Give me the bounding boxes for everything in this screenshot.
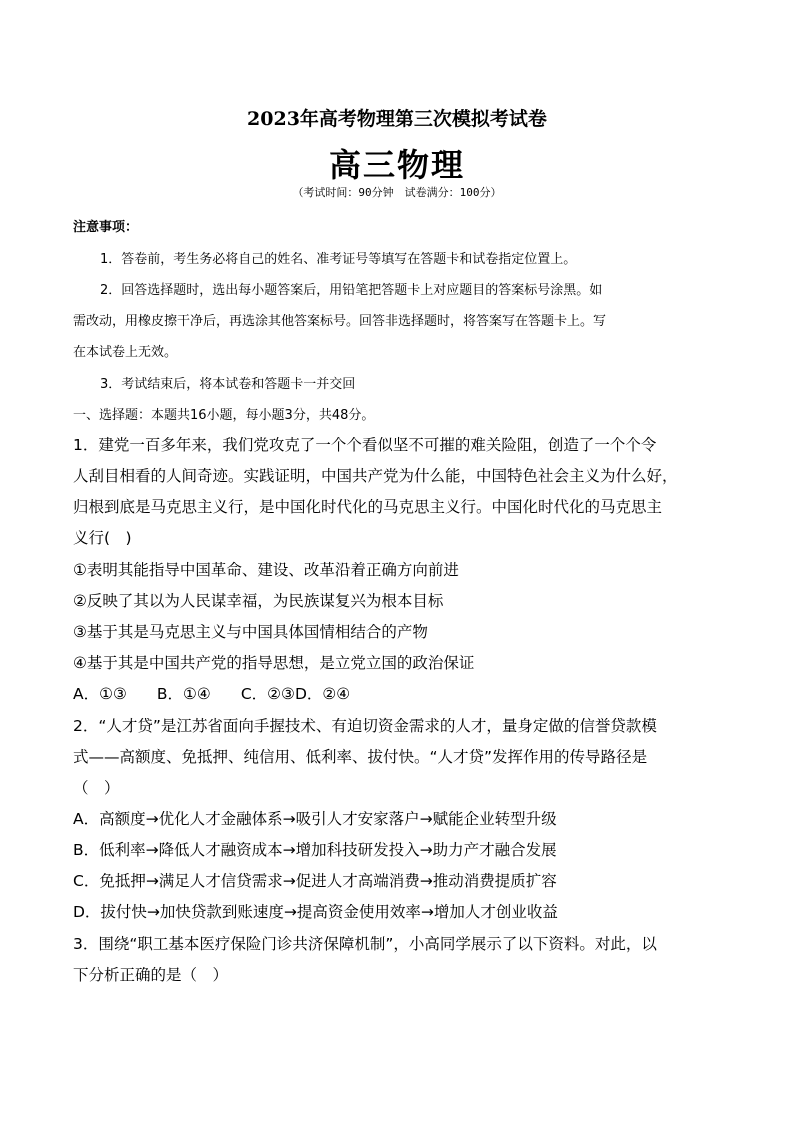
option-c: C．②③	[240, 685, 295, 703]
question-2-option-a: A．高额度→优化人才金融体系→吸引人才安家落户→赋能企业转型升级	[73, 810, 557, 828]
question-1-line: 1．建党一百多年来，我们党攻克了一个个看似坚不可摧的难关险阻，创造了一个个令	[73, 436, 657, 454]
notice-item: 3．考试结束后，将本试卷和答题卡一并交回	[100, 377, 356, 392]
question-1-line: 义行( )	[73, 529, 132, 547]
question-1-statement: ③基于其是马克思主义与中国具体国情相结合的产物	[73, 623, 428, 641]
notice-item: 1．答卷前，考生务必将自己的姓名、准考证号等填写在答题卡和试卷指定位置上。	[100, 252, 577, 267]
notice-item: 需改动，用橡皮擦干净后，再选涂其他答案标号。回答非选择题时，将答案写在答题卡上。写	[73, 314, 607, 329]
question-1-line: 人刮目相看的人间奇迹。实践证明，中国共产党为什么能，中国特色社会主义为什么好，	[73, 467, 678, 485]
exam-meta: （考试时间：90分钟 试卷满分：100分）	[292, 186, 502, 199]
question-3-line: 下分析正确的是（ ）	[73, 966, 229, 984]
question-2-line: （ ）	[73, 779, 120, 797]
question-1-line: 归根到底是马克思主义行，是中国化时代化的马克思主义行。中国化时代化的马克思主	[73, 498, 663, 516]
question-1-options	[73, 682, 733, 704]
notice-item: 在本试卷上无效。	[73, 345, 178, 360]
question-3-line: 3．围绕“职工基本医疗保险门诊共济保障机制”，小高同学展示了以下资料。对此，以	[73, 935, 657, 953]
question-2-option-b: B．低利率→降低人才融资成本→增加科技研发投入→助力产才融合发展	[73, 841, 557, 859]
notice-heading: 注意事项：	[73, 220, 139, 235]
question-1-statement: ④基于其是中国共产党的指导思想，是立党立国的政治保证	[73, 654, 475, 672]
option-a: A．①③	[73, 685, 127, 703]
question-2-line: 2．“人才贷”是江苏省面向手握技术、有迫切资金需求的人才，量身定做的信誉贷款模	[73, 717, 657, 735]
question-1-statement: ②反映了其以为人民谋幸福，为民族谋复兴为根本目标	[73, 592, 444, 610]
option-d: D．②④	[294, 685, 351, 703]
option-b: B．①④	[156, 685, 211, 703]
question-2-line: 式——高额度、免抵押、纯信用、低利率、拔付快。“人才贷”发挥作用的传导路径是	[73, 748, 648, 766]
notice-item: 2．回答选择题时，选出每小题答案后，用铅笔把答题卡上对应题目的答案标号涂黑。如	[100, 283, 603, 298]
question-2-option-d: D．拔付快→加快贷款到账速度→提高资金使用效率→增加人才创业收益	[73, 903, 558, 921]
subject-title: 高三物理	[328, 146, 465, 184]
question-1-statement: ①表明其能指导中国革命、建设、改革沿着正确方向前进	[73, 561, 459, 579]
exam-title: 2023年高考物理第三次模拟考试卷	[247, 108, 547, 130]
question-2-option-c: C．免抵押→满足人才信贷需求→促进人才高端消费→推动消费提质扩容	[73, 872, 557, 890]
section-title: 一、选择题：本题共16小题，每小题3分，共48分。	[73, 408, 375, 423]
